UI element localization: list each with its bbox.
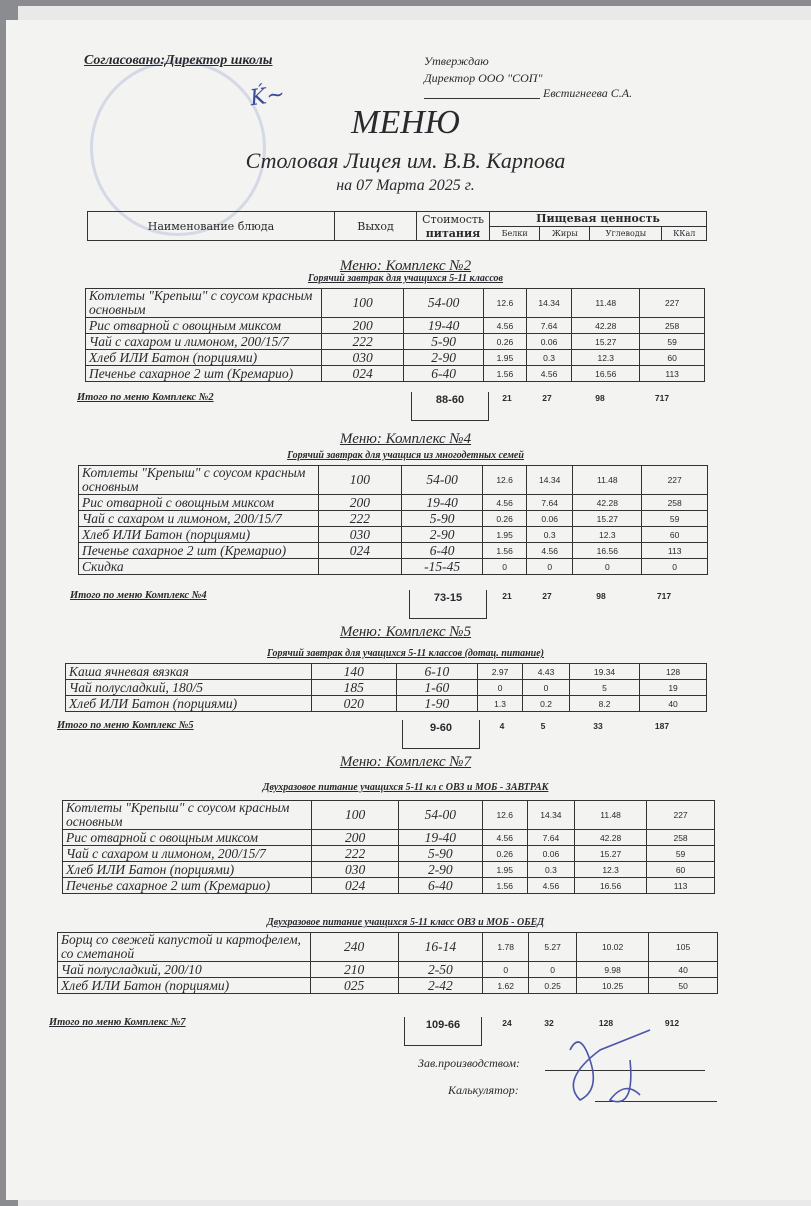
col-name: Наименование блюда <box>88 212 335 241</box>
table-row <box>86 318 705 334</box>
total-fat: 27 <box>542 393 552 403</box>
dish-carbs: 42.28 <box>575 830 647 846</box>
menu-date: на 07 Марта 2025 г. <box>336 177 475 194</box>
dish-carbs: 12.3 <box>573 527 642 543</box>
total-protein: 21 <box>502 591 512 601</box>
dish-price: 6-40 <box>398 878 482 894</box>
table-row <box>63 862 715 878</box>
dish-carbs: 42.28 <box>573 495 642 511</box>
dish-fat: 0.2 <box>523 696 570 712</box>
dish-carbs: 11.48 <box>575 801 647 830</box>
approve-line-2: Директор ООО "СОП" <box>424 71 543 85</box>
table-row <box>63 801 715 830</box>
dish-fat: 0 <box>523 680 570 696</box>
dish-price: 2-90 <box>402 527 483 543</box>
dish-carbs: 9.98 <box>577 962 649 978</box>
dish-output: 025 <box>310 978 398 994</box>
dish-kcal: 60 <box>640 350 705 366</box>
table-row <box>58 978 718 994</box>
dish-fat: 7.64 <box>527 830 574 846</box>
staff-signature <box>540 1020 660 1110</box>
agreed-label: Согласовано:Директор школы <box>84 53 273 68</box>
approval-signature-line <box>424 98 540 99</box>
dish-kcal: 258 <box>647 830 715 846</box>
dish-kcal: 258 <box>642 495 708 511</box>
table-row <box>79 559 708 575</box>
total-fat: 32 <box>544 1018 554 1028</box>
dish-name: Чай с сахаром и лимоном, 200/15/7 <box>79 511 319 527</box>
dish-price: 16-14 <box>398 933 483 962</box>
page-title: МЕНЮ <box>351 104 460 141</box>
dish-carbs: 12.3 <box>572 350 640 366</box>
dish-fat: 5.27 <box>529 933 577 962</box>
menu-table <box>85 288 705 382</box>
dish-output: 030 <box>321 350 404 366</box>
production-head-label: Зав.производством: <box>418 1056 521 1070</box>
dish-name: Хлеб ИЛИ Батон (порциями) <box>86 350 322 366</box>
dish-price: 19-40 <box>402 495 483 511</box>
table-row <box>66 664 707 680</box>
dish-price: 5-90 <box>402 511 483 527</box>
col-carbs: Углеводы <box>590 226 662 240</box>
dish-carbs: 19.34 <box>569 664 639 680</box>
dish-kcal: 19 <box>640 680 707 696</box>
col-price-1: Стоимость <box>417 212 490 227</box>
dish-protein: 12.6 <box>482 801 527 830</box>
dish-name: Хлеб ИЛИ Батон (порциями) <box>66 696 312 712</box>
dish-name: Борщ со свежей капустой и картофелем, со сметаной <box>58 933 311 962</box>
dish-output: 222 <box>321 334 404 350</box>
dish-price: 6-40 <box>402 543 483 559</box>
dish-protein: 1.62 <box>483 978 529 994</box>
dish-protein: 0.26 <box>483 511 527 527</box>
dish-price: 1-90 <box>396 696 477 712</box>
dish-kcal: 50 <box>649 978 718 994</box>
dish-kcal: 227 <box>647 801 715 830</box>
dish-carbs: 10.25 <box>577 978 649 994</box>
menu-table <box>78 465 708 575</box>
dish-carbs: 16.56 <box>572 366 640 382</box>
dish-fat: 0.3 <box>527 862 574 878</box>
dish-kcal: 40 <box>649 962 718 978</box>
table-row <box>66 696 707 712</box>
total-fat: 27 <box>542 591 552 601</box>
col-nutrition: Пищевая ценность <box>490 212 707 227</box>
total-kcal: 717 <box>656 591 672 601</box>
dish-protein: 1.56 <box>483 543 527 559</box>
dish-price: 2-50 <box>398 962 483 978</box>
section-subtitle: Горячий завтрак для учащися из многодетных семей <box>287 450 524 461</box>
dish-protein: 12.6 <box>483 466 527 495</box>
total-carbs: 33 <box>593 721 603 731</box>
dish-fat: 4.56 <box>526 366 571 382</box>
dish-output: 020 <box>311 696 396 712</box>
dish-kcal: 128 <box>640 664 707 680</box>
table-row <box>79 495 708 511</box>
dish-carbs: 5 <box>569 680 639 696</box>
dish-price: 6-40 <box>404 366 484 382</box>
total-kcal: 717 <box>654 393 670 403</box>
table-row <box>66 680 707 696</box>
dish-name: Рис отварной с овощным миксом <box>79 495 319 511</box>
col-kcal: ККал <box>662 226 707 240</box>
section-subtitle: Горячий завтрак для учащихся 5-11 классов <box>307 273 504 284</box>
section-title: Меню: Комплекс №5 <box>339 624 472 640</box>
table-row <box>79 511 708 527</box>
total-protein: 21 <box>502 393 512 403</box>
calculator-label: Калькулятор: <box>448 1083 519 1097</box>
dish-kcal: 60 <box>642 527 708 543</box>
dish-output: 024 <box>321 366 404 382</box>
dish-output <box>318 559 401 575</box>
dish-output: 210 <box>310 962 398 978</box>
dish-price: 1-60 <box>396 680 477 696</box>
section-subtitle: Двухразовое питание учащихся 5-11 кл с ОВЗ и МОБ - ЗАВТРАК <box>262 782 549 793</box>
dish-kcal: 59 <box>647 846 715 862</box>
col-output: Выход <box>335 212 417 241</box>
total-kcal: 912 <box>664 1018 680 1028</box>
dish-kcal: 60 <box>647 862 715 878</box>
total-label: Итого по меню Комплекс №5 <box>57 720 194 731</box>
menu-table <box>57 932 718 994</box>
column-header-table <box>87 211 707 241</box>
total-label: Итого по меню Комплекс №2 <box>77 392 214 403</box>
total-carbs: 128 <box>598 1018 614 1028</box>
section-subtitle: Горячий завтрак для учащихся 5-11 классов (дотац. питание) <box>267 648 544 659</box>
dish-price: -15-45 <box>402 559 483 575</box>
dish-carbs: 0 <box>573 559 642 575</box>
dish-kcal: 227 <box>642 466 708 495</box>
dish-kcal: 227 <box>640 289 705 318</box>
dish-protein: 2.97 <box>478 664 523 680</box>
dish-fat: 7.64 <box>526 318 571 334</box>
dish-carbs: 8.2 <box>569 696 639 712</box>
col-price-2: питания <box>417 226 490 240</box>
dish-name: Котлеты "Крепыш" с соусом красным основным <box>63 801 312 830</box>
dish-output: 200 <box>318 495 401 511</box>
dish-carbs: 10.02 <box>577 933 649 962</box>
dish-protein: 1.78 <box>483 933 529 962</box>
dish-output: 140 <box>311 664 396 680</box>
dish-fat: 14.34 <box>527 801 574 830</box>
table-row <box>63 830 715 846</box>
dish-name: Печенье сахарное 2 шт (Кремарио) <box>63 878 312 894</box>
dish-name: Хлеб ИЛИ Батон (порциями) <box>58 978 311 994</box>
dish-protein: 1.56 <box>482 878 527 894</box>
dish-kcal: 113 <box>642 543 708 559</box>
approver-name: Евстигнеева С.А. <box>543 86 633 100</box>
total-price: 9-60 <box>402 720 480 749</box>
dish-name: Чай с сахаром и лимоном, 200/15/7 <box>86 334 322 350</box>
table-row <box>86 366 705 382</box>
dish-fat: 14.34 <box>527 466 573 495</box>
total-kcal: 187 <box>654 721 670 731</box>
table-row <box>58 933 718 962</box>
dish-price: 54-00 <box>404 289 484 318</box>
total-price: 73-15 <box>409 590 487 619</box>
total-price: 88-60 <box>411 392 489 421</box>
section-title: Меню: Комплекс №2 <box>339 258 472 274</box>
dish-name: Скидка <box>79 559 319 575</box>
dish-name: Котлеты "Крепыш" с соусом красным основным <box>79 466 319 495</box>
dish-name: Каша ячневая вязкая <box>66 664 312 680</box>
total-carbs: 98 <box>596 591 606 601</box>
dish-fat: 0.3 <box>526 350 571 366</box>
dish-price: 5-90 <box>398 846 482 862</box>
dish-kcal: 258 <box>640 318 705 334</box>
dish-carbs: 15.27 <box>575 846 647 862</box>
dish-price: 19-40 <box>404 318 484 334</box>
dish-protein: 12.6 <box>483 289 526 318</box>
dish-name: Печенье сахарное 2 шт (Кремарио) <box>86 366 322 382</box>
dish-fat: 7.64 <box>527 495 573 511</box>
dish-output: 024 <box>312 878 399 894</box>
dish-protein: 0 <box>478 680 523 696</box>
dish-fat: 4.56 <box>527 543 573 559</box>
table-row <box>58 962 718 978</box>
dish-protein: 4.56 <box>482 830 527 846</box>
dish-price: 2-90 <box>404 350 484 366</box>
dish-fat: 0.3 <box>527 527 573 543</box>
dish-carbs: 15.27 <box>573 511 642 527</box>
dish-name: Рис отварной с овощным миксом <box>86 318 322 334</box>
total-label: Итого по меню Комплекс №4 <box>70 590 207 601</box>
dish-kcal: 105 <box>649 933 718 962</box>
total-price: 109-66 <box>404 1017 482 1046</box>
section-subtitle: Двухразовое питание учащихся 5-11 класс ОВЗ и МОБ - ОБЕД <box>266 917 545 928</box>
dish-fat: 14.34 <box>526 289 571 318</box>
dish-price: 19-40 <box>398 830 482 846</box>
dish-price: 54-00 <box>402 466 483 495</box>
dish-name: Чай с сахаром и лимоном, 200/15/7 <box>63 846 312 862</box>
col-protein: Белки <box>490 226 540 240</box>
col-fat: Жиры <box>540 226 590 240</box>
dish-carbs: 11.48 <box>573 466 642 495</box>
dish-kcal: 113 <box>647 878 715 894</box>
dish-price: 5-90 <box>404 334 484 350</box>
dish-kcal: 40 <box>640 696 707 712</box>
dish-carbs: 11.48 <box>572 289 640 318</box>
dish-name: Котлеты "Крепыш" с соусом красным основным <box>86 289 322 318</box>
dish-output: 200 <box>321 318 404 334</box>
dish-fat: 0 <box>527 559 573 575</box>
dish-output: 222 <box>318 511 401 527</box>
dish-price: 2-42 <box>398 978 483 994</box>
dish-carbs: 12.3 <box>575 862 647 878</box>
total-fat: 5 <box>540 721 546 731</box>
table-row <box>79 543 708 559</box>
dish-name: Хлеб ИЛИ Батон (порциями) <box>79 527 319 543</box>
dish-output: 030 <box>318 527 401 543</box>
dish-output: 100 <box>312 801 399 830</box>
table-row <box>86 350 705 366</box>
menu-table <box>62 800 715 894</box>
total-carbs: 98 <box>595 393 605 403</box>
dish-output: 100 <box>318 466 401 495</box>
dish-name: Чай полусладкий, 200/10 <box>58 962 311 978</box>
dish-fat: 0.06 <box>527 846 574 862</box>
dish-fat: 0.06 <box>527 511 573 527</box>
total-label: Итого по меню Комплекс №7 <box>49 1017 186 1028</box>
menu-table <box>65 663 707 712</box>
dish-fat: 0 <box>529 962 577 978</box>
dish-carbs: 16.56 <box>575 878 647 894</box>
total-protein: 24 <box>502 1018 512 1028</box>
dish-output: 200 <box>312 830 399 846</box>
table-row <box>79 466 708 495</box>
section-title: Меню: Комплекс №4 <box>339 431 472 447</box>
dish-kcal: 59 <box>640 334 705 350</box>
approval-block <box>424 53 543 87</box>
dish-protein: 4.56 <box>483 495 527 511</box>
table-row <box>79 527 708 543</box>
dish-name: Хлеб ИЛИ Батон (порциями) <box>63 862 312 878</box>
dish-protein: 1.95 <box>482 862 527 878</box>
dish-kcal: 113 <box>640 366 705 382</box>
dish-price: 2-90 <box>398 862 482 878</box>
canteen-name: Столовая Лицея им. В.В. Карпова <box>245 148 566 173</box>
dish-protein: 4.56 <box>483 318 526 334</box>
table-row <box>86 289 705 318</box>
table-row <box>63 878 715 894</box>
director-signature: Ḱ~ <box>248 81 287 112</box>
dish-name: Печенье сахарное 2 шт (Кремарио) <box>79 543 319 559</box>
dish-name: Рис отварной с овощным миксом <box>63 830 312 846</box>
dish-price: 54-00 <box>398 801 482 830</box>
dish-output: 240 <box>310 933 398 962</box>
dish-protein: 1.95 <box>483 527 527 543</box>
dish-output: 024 <box>318 543 401 559</box>
dish-fat: 0.06 <box>526 334 571 350</box>
dish-name: Чай полусладкий, 180/5 <box>66 680 312 696</box>
dish-carbs: 42.28 <box>572 318 640 334</box>
dish-price: 6-10 <box>396 664 477 680</box>
dish-fat: 4.56 <box>527 878 574 894</box>
dish-output: 185 <box>311 680 396 696</box>
dish-carbs: 16.56 <box>573 543 642 559</box>
dish-fat: 0.25 <box>529 978 577 994</box>
dish-protein: 0 <box>483 559 527 575</box>
dish-kcal: 0 <box>642 559 708 575</box>
dish-protein: 1.56 <box>483 366 526 382</box>
dish-kcal: 59 <box>642 511 708 527</box>
section-title: Меню: Комплекс №7 <box>339 754 472 770</box>
table-row <box>86 334 705 350</box>
total-protein: 4 <box>499 721 505 731</box>
dish-protein: 0 <box>483 962 529 978</box>
approve-line-1: Утверждаю <box>424 54 489 68</box>
dish-fat: 4.43 <box>523 664 570 680</box>
dish-output: 030 <box>312 862 399 878</box>
dish-protein: 1.3 <box>478 696 523 712</box>
dish-protein: 1.95 <box>483 350 526 366</box>
dish-protein: 0.26 <box>483 334 526 350</box>
table-row <box>63 846 715 862</box>
dish-carbs: 15.27 <box>572 334 640 350</box>
dish-protein: 0.26 <box>482 846 527 862</box>
dish-output: 222 <box>312 846 399 862</box>
dish-output: 100 <box>321 289 404 318</box>
